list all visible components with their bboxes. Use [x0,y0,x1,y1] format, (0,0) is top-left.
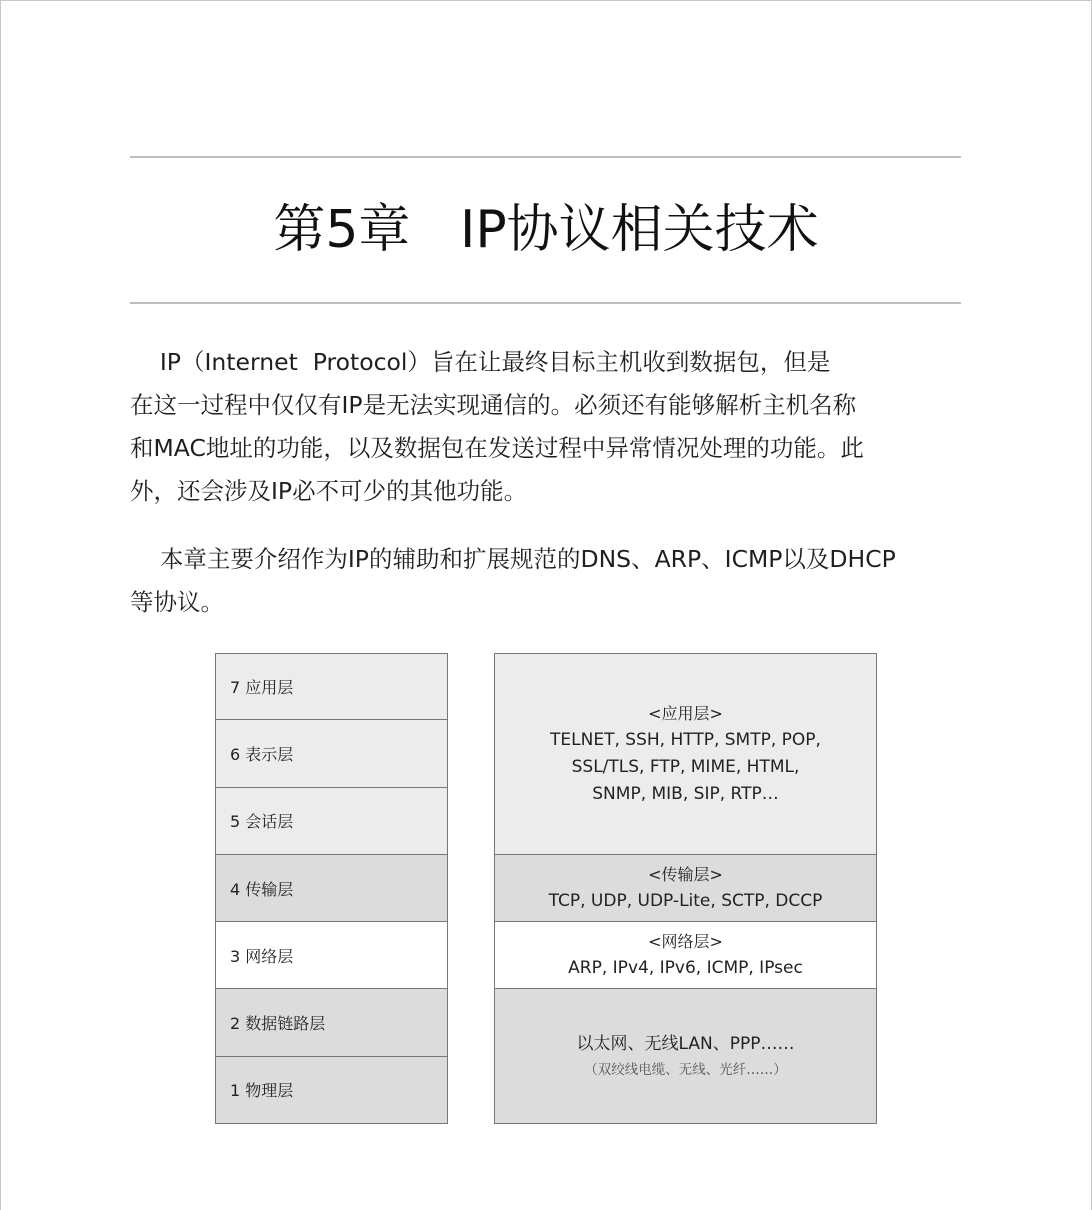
top-divider [130,156,961,158]
chapter-title: 第5章 IP协议相关技术 [273,200,819,260]
application-protocol-line: TELNET, SSH, HTTP, SMTP, POP, [550,729,821,750]
paragraph-line: 本章主要介绍作为IP的辅助和扩展规范的DNS、ARP、ICMP以及DHCP [130,545,896,573]
osi-layer-3: 3 网络层 [215,922,448,989]
application-protocol-line: SNMP, MIB, SIP, RTP… [592,783,779,804]
network-heading: <网络层> [648,931,723,951]
paragraph-line: 在这一过程中仅仅有IP是无法实现通信的。必须还有能够解析主机名称 [130,391,857,419]
osi-layer-4: 4 传输层 [215,855,448,922]
network-protocol-line: ARP, IPv4, IPv6, ICMP, IPsec [568,957,803,978]
link-protocol-line: 以太网、无线LAN、PPP…… [576,1033,795,1054]
osi-layer-1: 1 物理层 [215,1057,448,1124]
physical-media-note: （双绞线电缆、无线、光纤……） [584,1061,787,1078]
transport-heading: <传输层> [648,864,723,884]
paragraph-line: 外，还会涉及IP必不可少的其他功能。 [130,477,528,505]
intro-paragraph-2 [130,538,962,624]
osi-layer-6: 6 表示层 [215,720,448,787]
osi-layer-7: 7 应用层 [215,653,448,720]
protocol-column [494,653,877,1124]
paragraph-line: 等协议。 [130,588,224,616]
application-protocol-line: SSL/TLS, FTP, MIME, HTML, [571,756,800,777]
application-protocols [494,653,877,855]
osi-layer-5: 5 会话层 [215,788,448,855]
bottom-divider [130,302,961,304]
network-protocols [494,922,877,989]
osi-layer-column [215,653,448,1124]
link-protocols [494,989,877,1124]
intro-paragraph-1 [130,341,962,513]
transport-protocol-line: TCP, UDP, UDP-Lite, SCTP, DCCP [548,890,823,911]
application-heading: <应用层> [648,703,723,723]
transport-protocols [494,855,877,922]
paragraph-line: 和MAC地址的功能，以及数据包在发送过程中异常情况处理的功能。此 [130,434,864,462]
paragraph-line: IP（Internet Protocol）旨在让最终目标主机收到数据包，但是 [130,348,831,376]
osi-layer-2: 2 数据链路层 [215,989,448,1056]
